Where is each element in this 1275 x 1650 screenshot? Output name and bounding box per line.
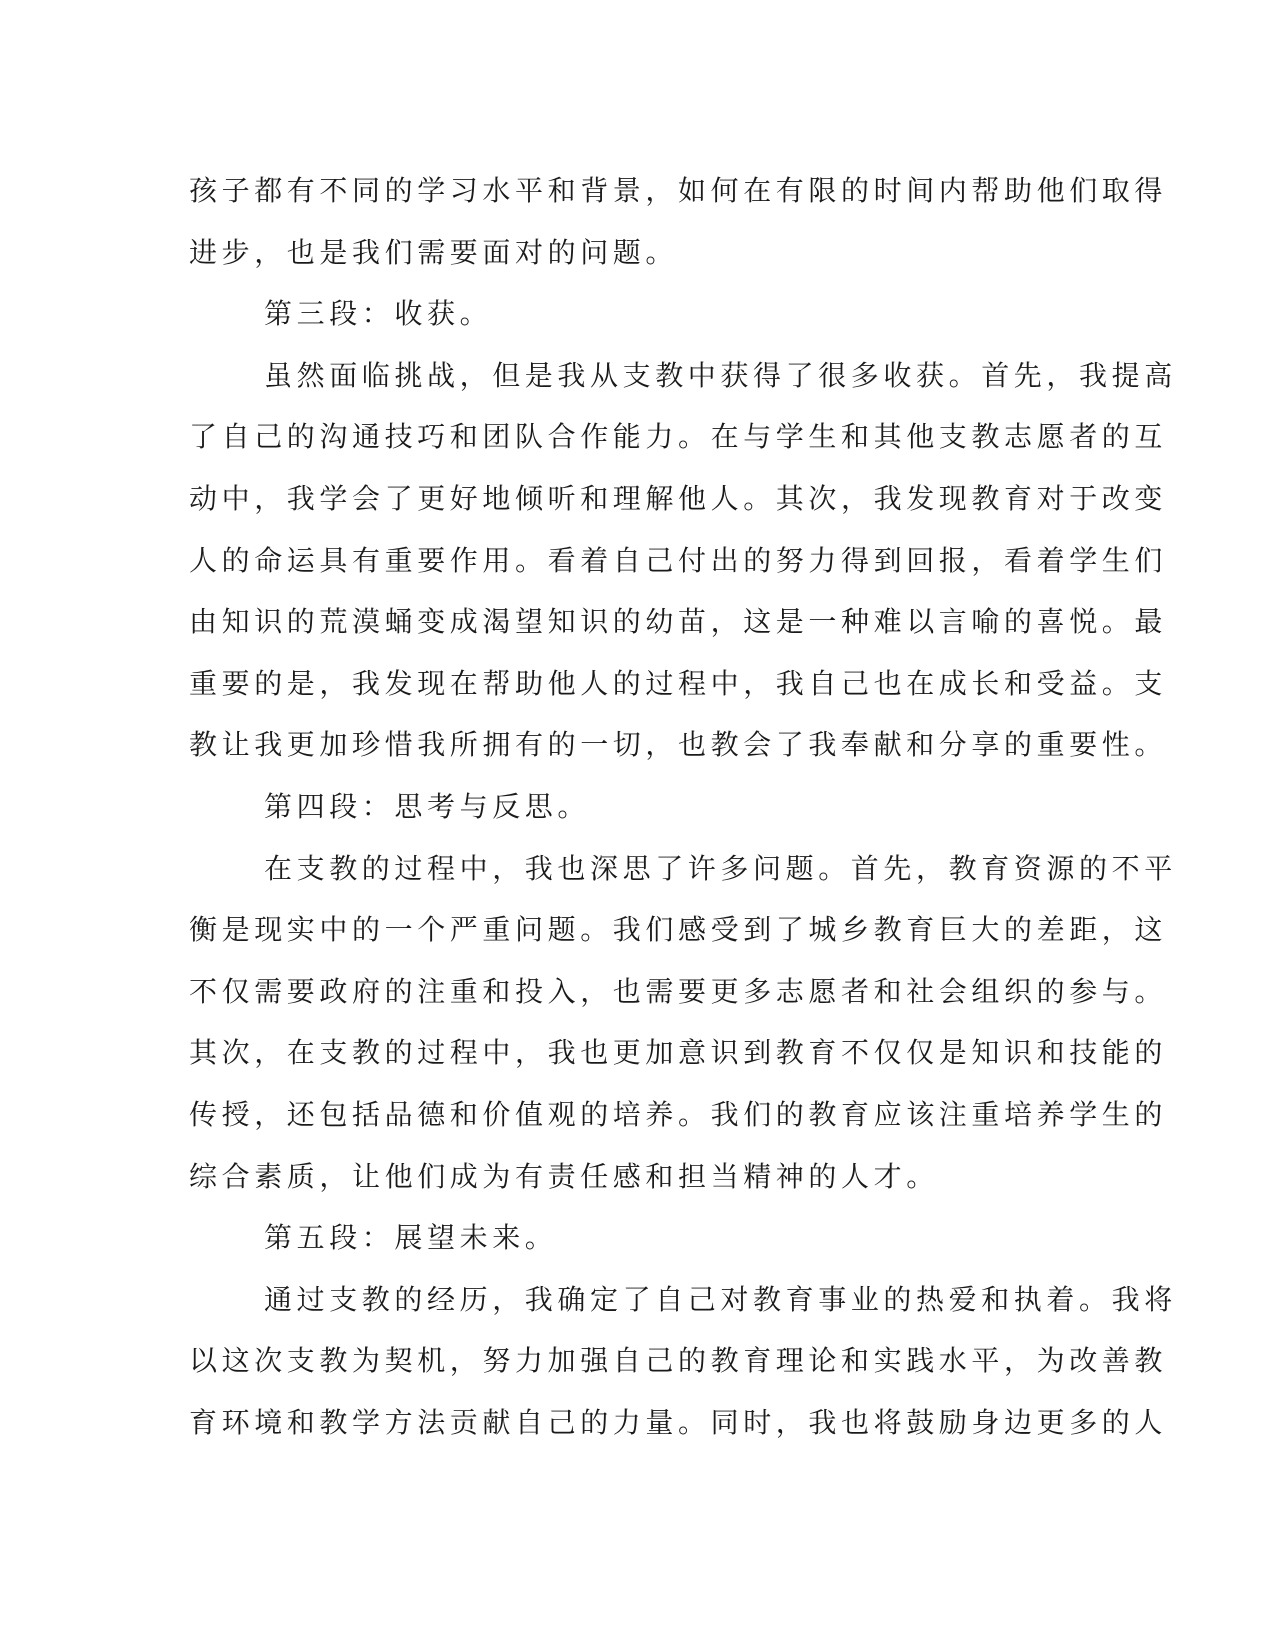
paragraph-start: 通过支教的经历，我确定了自己对教育事业的热爱和执着。我将 [264,1282,1177,1316]
text-line: 育环境和教学方法贡献自己的力量。同时，我也将鼓励身边更多的人 [189,1405,1168,1439]
text-line: 不仅需要政府的注重和投入，也需要更多志愿者和社会组织的参与。 [189,974,1168,1008]
text-line: 其次，在支教的过程中，我也更加意识到教育不仅仅是知识和技能的 [189,1036,1168,1070]
text-line: 动中，我学会了更好地倾听和理解他人。其次，我发现教育对于改变 [189,481,1168,515]
paragraph-start: 虽然面临挑战，但是我从支教中获得了很多收获。首先，我提高 [264,358,1177,392]
text-line: 进步，也是我们需要面对的问题。 [189,235,679,269]
text-line: 由知识的荒漠蛹变成渴望知识的幼苗，这是一种难以言喻的喜悦。最 [189,605,1168,639]
text-line: 传授，还包括品德和价值观的培养。我们的教育应该注重培养学生的 [189,1097,1168,1131]
text-line: 综合素质，让他们成为有责任感和担当精神的人才。 [189,1159,939,1193]
text-line: 人的命运具有重要作用。看着自己付出的努力得到回报，看着学生们 [189,543,1168,577]
document-body [189,160,1177,1453]
text-line: 衡是现实中的一个严重问题。我们感受到了城乡教育巨大的差距，这 [189,913,1168,947]
section-heading-5: 第五段：展望未来。 [264,1221,558,1255]
text-line: 教让我更加珍惜我所拥有的一切，也教会了我奉献和分享的重要性。 [189,728,1168,762]
text-line: 以这次支教为契机，努力加强自己的教育理论和实践水平，为改善教 [189,1344,1168,1378]
paragraph-start: 在支教的过程中，我也深思了许多问题。首先，教育资源的不平 [264,851,1177,885]
text-line: 了自己的沟通技巧和团队合作能力。在与学生和其他支教志愿者的互 [189,420,1168,454]
section-heading-3: 第三段：收获。 [264,297,493,331]
section-heading-4: 第四段：思考与反思。 [264,789,591,823]
text-line: 孩子都有不同的学习水平和背景，如何在有限的时间内帮助他们取得 [189,174,1168,207]
text-line: 重要的是，我发现在帮助他人的过程中，我自己也在成长和受益。支 [189,666,1168,700]
